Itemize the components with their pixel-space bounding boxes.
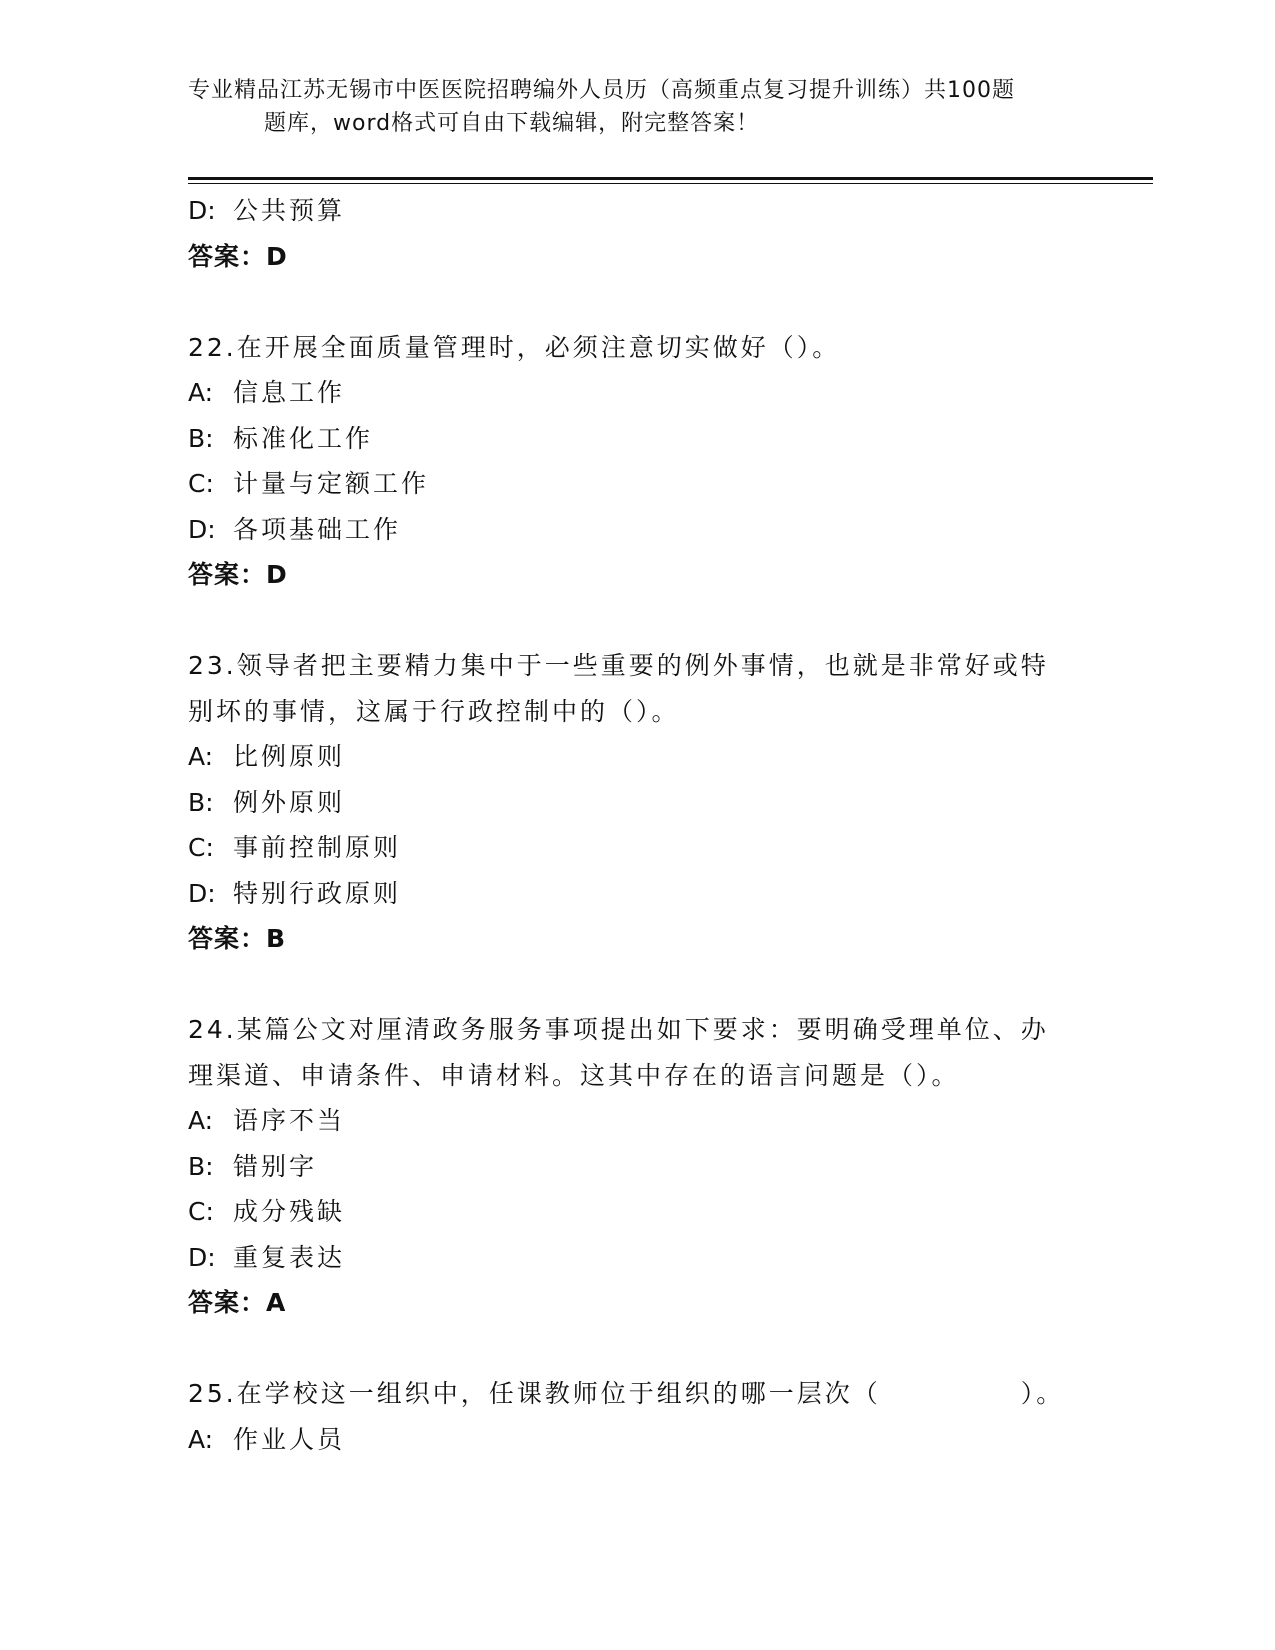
option-letter: C:	[188, 833, 214, 862]
option-text: 公共预算	[233, 196, 346, 225]
answer-line: 答案：D	[188, 560, 288, 589]
option-row	[188, 1189, 1088, 1235]
spacer	[188, 1326, 1088, 1372]
option-letter: C:	[188, 469, 214, 498]
carryover-option-d	[188, 188, 1088, 234]
header-title-line-2: 题库，word格式可自由下载编辑，附完整答案！	[264, 111, 760, 136]
option-text: 各项基础工作	[233, 514, 402, 544]
option-letter: D:	[188, 878, 216, 908]
carryover-answer: 答案：D	[188, 241, 288, 271]
option-letter: A:	[188, 378, 214, 407]
question-text-line: 25.在学校这一组织中，任课教师位于组织的哪一层次（ ）。	[188, 1379, 1065, 1408]
option-row	[188, 416, 1088, 462]
answer-line: 答案：B	[188, 924, 287, 953]
option-letter: A:	[188, 742, 214, 771]
header-divider-thick	[188, 177, 1153, 180]
option-text: 作业人员	[233, 1424, 346, 1454]
document-header	[188, 74, 1088, 140]
option-letter: C:	[188, 1197, 214, 1226]
question-block	[188, 643, 1088, 962]
question-block	[188, 325, 1088, 598]
option-letter: B:	[188, 1151, 214, 1181]
spacer	[188, 962, 1088, 1008]
option-letter: A:	[188, 1106, 214, 1135]
question-text-line: 理渠道、申请条件、申请材料。这其中存在的语言问题是（）。	[188, 1060, 960, 1090]
option-row	[188, 507, 1088, 553]
option-row	[188, 461, 1088, 507]
option-text: 计量与定额工作	[233, 469, 430, 498]
option-letter: D:	[188, 1242, 216, 1272]
option-text: 特别行政原则	[233, 878, 402, 908]
option-letter: B:	[188, 787, 214, 817]
option-letter: B:	[188, 423, 214, 453]
option-text: 事前控制原则	[233, 833, 402, 862]
option-letter: D:	[188, 196, 216, 225]
spacer	[188, 279, 1088, 325]
question-list	[188, 188, 1088, 1462]
question-text-line: 23.领导者把主要精力集中于一些重要的例外事情，也就是非常好或特	[188, 651, 1049, 680]
option-text: 例外原则	[233, 787, 346, 817]
question-block	[188, 1371, 1088, 1462]
answer-line: 答案：A	[188, 1288, 287, 1317]
option-text: 成分残缺	[233, 1197, 346, 1226]
option-row	[188, 1235, 1088, 1281]
option-text: 语序不当	[233, 1106, 346, 1135]
option-row	[188, 734, 1088, 780]
option-text: 错别字	[233, 1151, 318, 1181]
question-text-line: 别坏的事情，这属于行政控制中的（）。	[188, 696, 680, 726]
option-text: 标准化工作	[233, 423, 374, 453]
question-block	[188, 1007, 1088, 1326]
option-text: 比例原则	[233, 742, 346, 771]
option-letter: D:	[188, 514, 216, 544]
option-text: 重复表达	[233, 1242, 346, 1272]
option-row	[188, 1098, 1088, 1144]
option-row	[188, 1417, 1088, 1463]
option-row	[188, 825, 1088, 871]
option-letter: A:	[188, 1424, 214, 1454]
question-text-line: 24.某篇公文对厘清政务服务事项提出如下要求：要明确受理单位、办	[188, 1015, 1049, 1044]
question-text-line: 22.在开展全面质量管理时，必须注意切实做好（）。	[188, 332, 841, 362]
option-row	[188, 780, 1088, 826]
header-divider-thin	[188, 183, 1153, 184]
header-title-line-1: 专业精品江苏无锡市中医医院招聘编外人员历（高频重点复习提升训练）共100题	[188, 78, 1015, 103]
option-row	[188, 370, 1088, 416]
option-text: 信息工作	[233, 378, 346, 407]
option-row	[188, 871, 1088, 917]
spacer	[188, 598, 1088, 644]
option-row	[188, 1144, 1088, 1190]
